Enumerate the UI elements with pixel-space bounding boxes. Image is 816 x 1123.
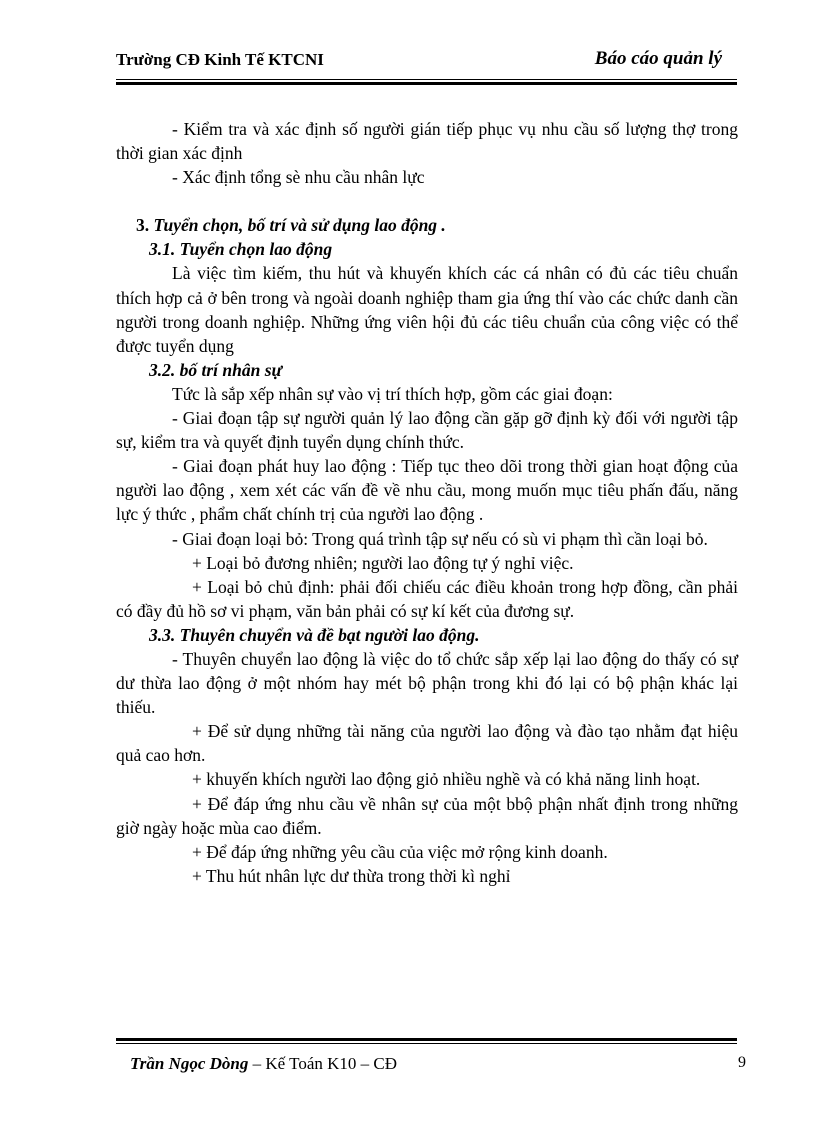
spacer [116,189,738,213]
footer-rule-thick [116,1038,737,1041]
subsection-heading-3-2: 3.2. bố trí nhân sự [149,359,283,380]
author-name: Trần Ngọc Dòng [130,1054,249,1073]
paragraph: - Thuyên chuyển lao động là việc do tổ chức sắp xếp lại lao động do thấy có sự dư thừa lao động ở một nhóm hay mét bộ phận trong khi đó lại có bộ phận khác lại thiếu. [116,648,738,718]
paragraph: - Giai đoạn tập sự người quản lý lao động cần gặp gỡ định kỳ đối với người tập sự, kiểm tra và quyết định tuyển dụng chính thức. [116,408,738,453]
section-title: Tuyển chọn, bố trí và sử dụng lao động . [153,215,446,236]
paragraph: + Thu hút nhân lực dư thừa trong thời kì nghỉ [192,865,511,886]
page-footer [130,1054,746,1078]
footer-rule-thin [116,1043,737,1044]
paragraph: - Kiểm tra và xác định số người gián tiếp phục vụ nhu cầu số lượng thợ trong thời gian xác định [116,119,738,164]
paragraph: - Giai đoạn loại bỏ: Trong quá trình tập sự nếu có sù vi phạm thì cần loại bỏ. [172,528,708,549]
school-name: Trường CĐ Kinh Tế KTCNI [116,50,324,69]
page-number: 9 [738,1054,746,1071]
paragraph: + Loại bỏ đương nhiên; người lao động tự ý nghỉ việc. [192,552,574,573]
header-rule-thin [116,79,737,80]
author-course: – Kế Toán K10 – CĐ [248,1054,398,1073]
paragraph: - Giai đoạn phát huy lao động : Tiếp tục theo dõi trong thời gian hoạt động của người lao động , xem xét các vấn đề về nhu cầu, mong muốn mục tiêu phấn đấu, năng lực ý thức , phẩm chất chính trị của người lao động . [116,456,738,525]
paragraph: + Để sử dụng những tài năng của người lao động và đào tạo nhằm đạt hiệu quả cao hơn. [116,721,738,766]
report-title: Báo cáo quản lý [594,48,722,69]
subsection-heading-3-3: 3.3. Thuyên chuyển và đề bạt người lao động. [149,624,480,645]
paragraph: Tức là sắp xếp nhân sự vào vị trí thích hợp, gồm các giai đoạn: [172,383,613,404]
paragraph: Là việc tìm kiếm, thu hút và khuyến khích các cá nhân có đủ các tiêu chuẩn thích hợp cả ở bên trong và ngoài doanh nghiệp tham gia ứng thí vào các chức danh cần người trong doanh nghiệp. Những ứng viên hội đủ các tiêu chuẩn của công việc có thể được tuyển dụng [116,263,738,356]
document-body [116,117,738,888]
paragraph: + Để đáp ứng những yêu cầu của việc mở rộng kinh doanh. [192,841,608,862]
paragraph: + Để đáp ứng nhu cầu về nhân sự của một bbộ phận nhất định trong những giờ ngày hoặc mùa cao điểm. [116,793,738,838]
paragraph: + khuyến khích người lao động giỏ nhiều nghề và có khả năng linh hoạt. [192,769,701,790]
section-heading [116,213,738,237]
subsection-heading-3-1: 3.1. Tuyển chọn lao động [149,239,333,260]
page-header [116,48,736,78]
paragraph: + Loại bỏ chủ định: phải đối chiếu các điều khoản trong hợp đồng, cần phải có đầy đủ hồ sơ vi phạm, văn bản phải có sự kí kết của đương sự. [116,576,738,621]
section-number: 3. [136,215,150,236]
header-rule-thick [116,82,737,85]
paragraph: - Xác định tổng sè nhu cầu nhân lực [172,167,425,188]
